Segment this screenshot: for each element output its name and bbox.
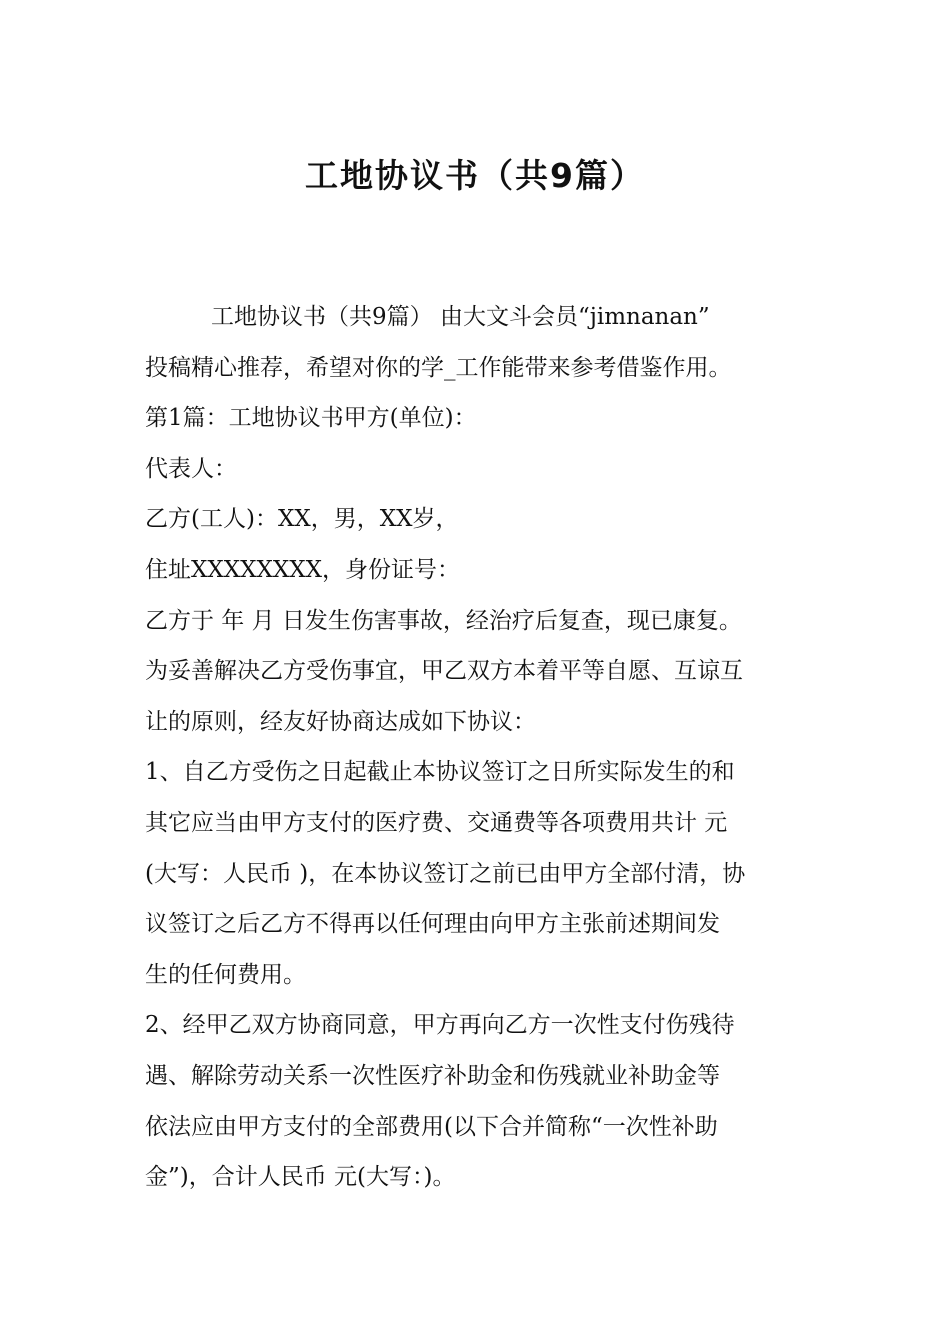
paragraph-line: 工地协议书（共9篇） 由大文斗会员“jimnanan”	[211, 304, 710, 330]
paragraph-line: 乙方(工人)：XX，男，XX岁，	[145, 506, 459, 533]
paragraph-line: 让的原则，经友好协商达成如下协议：	[145, 708, 536, 735]
paragraph-line: 议签订之后乙方不得再以任何理由向甲方主张前述期间发	[145, 911, 720, 938]
paragraph-line: 生的任何费用。	[145, 961, 306, 988]
paragraph-line: 为妥善解决乙方受伤事宜，甲乙双方本着平等自愿、互谅互	[145, 658, 743, 685]
paragraph-line: 2、经甲乙双方协商同意，甲方再向乙方一次性支付伤残待	[145, 1012, 735, 1039]
paragraph-line: 第1篇：工地协议书甲方(单位)：	[145, 405, 477, 432]
document-title: 工地协议书（共9篇）	[305, 156, 645, 195]
paragraph-line: 住址XXXXXXXX，身份证号：	[145, 556, 460, 583]
paragraph-line: 代表人：	[145, 455, 237, 482]
paragraph-line: 1、自乙方受伤之日起截止本协议签订之日所实际发生的和	[145, 759, 735, 786]
paragraph-line: 依法应由甲方支付的全部费用(以下合并简称“一次性补助	[145, 1113, 718, 1140]
paragraph-line: 金”)，合计人民币 元(大写：)。	[145, 1164, 456, 1191]
paragraph-line: 遇、解除劳动关系一次性医疗补助金和伤残就业补助金等	[145, 1062, 720, 1089]
paragraph-line: (大写：人民币 )，在本协议签订之前已由甲方全部付清，协	[145, 860, 746, 887]
paragraph-line: 其它应当由甲方支付的医疗费、交通费等各项费用共计 元	[145, 809, 728, 836]
document-body	[145, 292, 810, 1203]
paragraph-line: 投稿精心推荐，希望对你的学_工作能带来参考借鉴作用。	[145, 354, 732, 381]
paragraph-line: 乙方于 年 月 日发生伤害事故，经治疗后复查，现已康复。	[145, 607, 742, 634]
